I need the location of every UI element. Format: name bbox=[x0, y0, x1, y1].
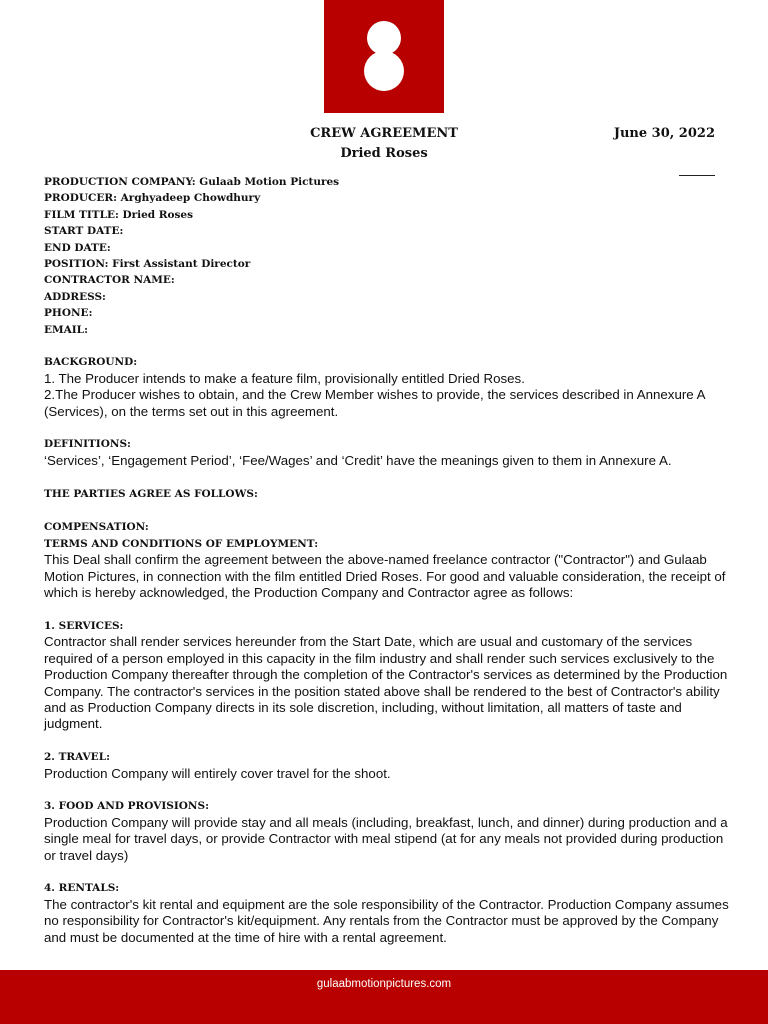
food-heading: 3. FOOD AND PROVISIONS: bbox=[44, 800, 209, 813]
field-list bbox=[44, 174, 734, 338]
field-phone: PHONE: bbox=[44, 307, 93, 320]
definitions-heading: DEFINITIONS: bbox=[44, 438, 131, 451]
document-title-block bbox=[284, 124, 484, 164]
parties-heading: THE PARTIES AGREE AS FOLLOWS: bbox=[44, 487, 258, 500]
rentals-text: The contractor's kit rental and equipment are the sole responsibility of the Contractor. Production Company assumes no responsibility for Contractor's kit/equipment. Any rentals from the Contractor must be approved by the Company and must be documented at the time of hire with a rental agreement. bbox=[44, 896, 729, 945]
document-date: June 30, 2022 bbox=[613, 126, 715, 141]
figure-eight-icon bbox=[324, 0, 444, 113]
terms-text: This Deal shall confirm the agreement between the above-named freelance contractor ("Contractor") and Gulaab Motion Pictures, in connection with the film entitled Dried Roses. For good and valuable consideration, the receipt of which is hereby acknowledged, the Production Company and Contractor agree as follows: bbox=[44, 552, 726, 601]
food-text: Production Company will provide stay and all meals (including, breakfast, lunch, and dinner) during production and a single meal for travel days, or provide Contractor with meal stipend (at for any meals not provided during production or travel days) bbox=[44, 814, 728, 863]
travel-text: Production Company will entirely cover travel for the shoot. bbox=[44, 765, 391, 781]
field-film-title: FILM TITLE: Dried Roses bbox=[44, 208, 194, 221]
background-heading: BACKGROUND: bbox=[44, 356, 138, 369]
background-point-1: 1. The Producer intends to make a feature film, provisionally entitled Dried Roses. bbox=[44, 370, 525, 386]
footer-bar bbox=[0, 970, 768, 1024]
film-subtitle: Dried Roses bbox=[340, 146, 428, 161]
logo bbox=[324, 0, 444, 113]
field-contractor-name: CONTRACTOR NAME: bbox=[44, 274, 175, 287]
field-email: EMAIL: bbox=[44, 323, 88, 336]
field-production-company: PRODUCTION COMPANY: Gulaab Motion Pictures bbox=[44, 176, 340, 188]
field-end-date: END DATE: bbox=[44, 241, 111, 254]
definitions-text: ‘Services’, ‘Engagement Period’, ‘Fee/Wages’ and ‘Credit’ have the meanings given to them in Annexure A. bbox=[44, 452, 672, 468]
compensation-heading: COMPENSATION: bbox=[44, 521, 149, 534]
field-address: ADDRESS: bbox=[44, 290, 106, 303]
field-producer: PRODUCER: Arghyadeep Chowdhury bbox=[44, 192, 261, 205]
services-heading: 1. SERVICES: bbox=[44, 619, 124, 632]
website-link[interactable]: gulaabmotionpictures.com bbox=[316, 978, 452, 990]
field-start-date: START DATE: bbox=[44, 225, 124, 238]
services-text: Contractor shall render services hereunder from the Start Date, which are usual and customary of the services required of a person employed in this capacity in the film industry and shall render such services exclusively to the Production Company thereafter through the completion of the Contractor's services as determined by the Production Company. The contractor's services in the position stated above shall be rendered to the best of Contractor's ability and as Production Company directs in its sole discretion, including, without limitation, all matters of taste and judgment. bbox=[44, 634, 728, 732]
travel-heading: 2. TRAVEL: bbox=[44, 751, 110, 764]
terms-heading: TERMS AND CONDITIONS OF EMPLOYMENT: bbox=[44, 537, 319, 550]
agreement-body bbox=[44, 174, 734, 946]
field-position: POSITION: First Assistant Director bbox=[44, 258, 251, 271]
rentals-heading: 4. RENTALS: bbox=[44, 882, 120, 895]
document-title: CREW AGREEMENT bbox=[310, 126, 458, 141]
background-point-2: 2.The Producer wishes to obtain, and the Crew Member wishes to provide, the services described in Annexure A (Services), on the terms set out in this agreement. bbox=[44, 387, 705, 419]
